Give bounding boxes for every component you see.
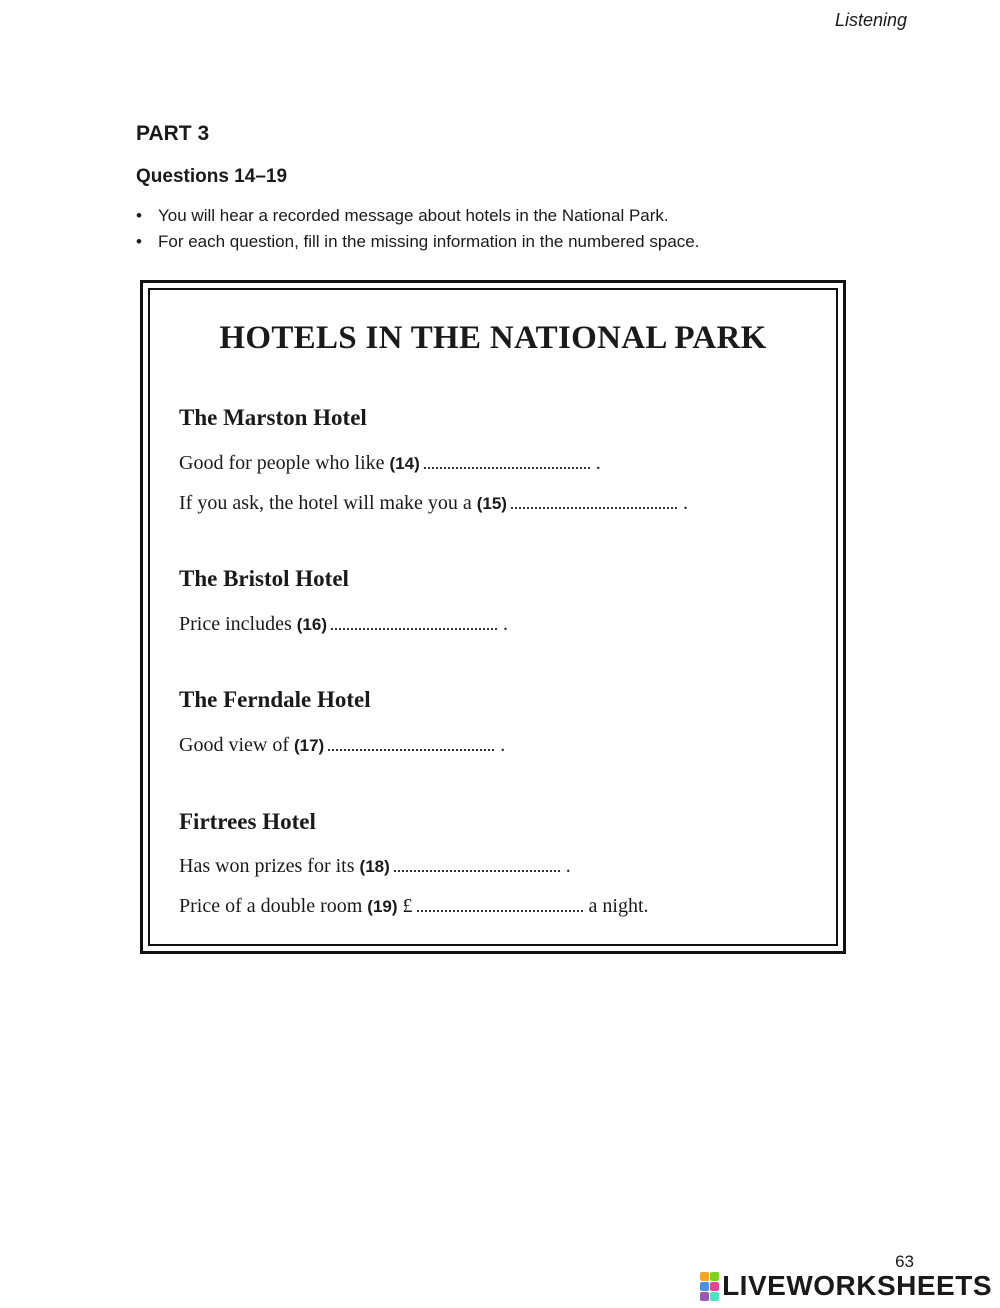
part-title: PART 3 <box>136 122 210 145</box>
answer-blank-18[interactable] <box>394 858 560 872</box>
question-line-15 <box>179 490 688 517</box>
page-number: 63 <box>895 1252 914 1271</box>
brand-text: LIVEWORKSHEETS <box>722 1270 992 1301</box>
liveworksheets-logo-icon <box>700 1272 719 1301</box>
question-text: Has won prizes for its <box>179 855 355 877</box>
box-title: HOTELS IN THE NATIONAL PARK <box>219 320 767 356</box>
hotels-box-inner-border <box>148 288 838 946</box>
hotels-box <box>140 280 846 954</box>
instruction-text: For each question, fill in the missing information in the numbered space. <box>158 232 700 251</box>
hotel-name-marston: The Marston Hotel <box>179 405 367 430</box>
answer-blank-19[interactable] <box>417 898 583 912</box>
question-number: (16) <box>296 615 327 634</box>
question-number: (15) <box>476 494 507 513</box>
question-line-18 <box>179 853 571 880</box>
question-suffix: a night. <box>588 895 649 917</box>
instruction-item <box>136 203 699 229</box>
question-text: Good for people who like <box>179 452 385 474</box>
bullet-icon: • <box>136 206 142 225</box>
answer-blank-14[interactable] <box>424 455 590 469</box>
question-line-19 <box>179 893 649 920</box>
hotel-name-ferndale: The Ferndale Hotel <box>179 687 371 712</box>
question-text: If you ask, the hotel will make you a <box>179 492 472 514</box>
instructions-list <box>136 203 699 255</box>
answer-blank-17[interactable] <box>328 737 494 751</box>
logo-square <box>710 1272 719 1281</box>
question-line-16 <box>179 611 508 638</box>
running-head: Listening <box>834 10 907 30</box>
logo-square <box>700 1282 709 1291</box>
logo-square <box>700 1272 709 1281</box>
question-number: (18) <box>359 857 390 876</box>
questions-title: Questions 14–19 <box>136 166 288 187</box>
question-suffix: . <box>565 855 571 877</box>
liveworksheets-brand <box>700 1270 992 1302</box>
question-number: (14) <box>389 454 420 473</box>
question-number: (19) <box>367 897 398 916</box>
question-text: Good view of <box>179 734 289 756</box>
question-line-14 <box>179 450 601 477</box>
currency-symbol: £ <box>402 895 413 917</box>
question-suffix: . <box>500 734 506 756</box>
question-suffix: . <box>682 492 688 514</box>
logo-square <box>710 1282 719 1291</box>
logo-square <box>710 1292 719 1301</box>
instruction-text: You will hear a recorded message about hotels in the National Park. <box>158 206 669 225</box>
answer-blank-15[interactable] <box>511 495 677 509</box>
question-line-17 <box>179 732 505 759</box>
hotel-name-bristol: The Bristol Hotel <box>179 566 349 591</box>
answer-blank-16[interactable] <box>331 616 497 630</box>
question-text: Price includes <box>179 613 292 635</box>
instruction-item <box>136 229 699 255</box>
logo-square <box>700 1292 709 1301</box>
question-number: (17) <box>293 736 325 755</box>
question-text: Price of a double room <box>179 895 363 917</box>
hotel-name-firtrees: Firtrees Hotel <box>179 809 316 834</box>
question-suffix: . <box>502 613 508 635</box>
question-suffix: . <box>595 452 601 474</box>
bullet-icon: • <box>136 232 142 251</box>
